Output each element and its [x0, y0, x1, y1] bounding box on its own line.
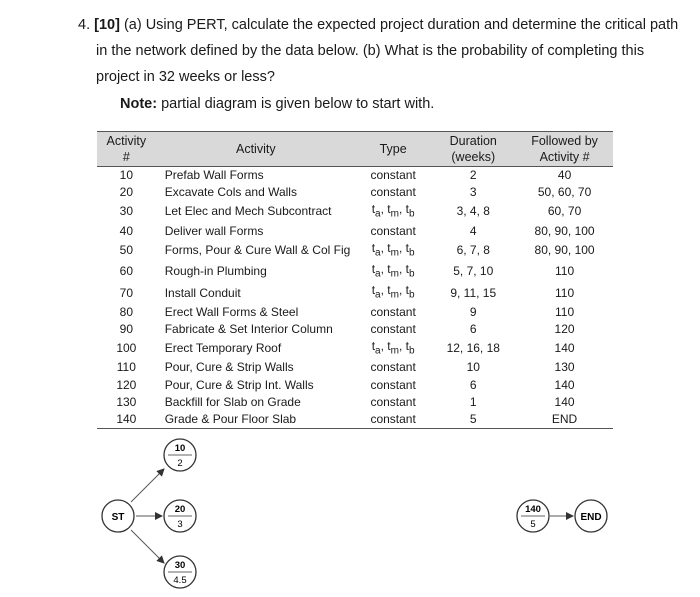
activity-name-cell: Erect Temporary Roof [164, 341, 282, 356]
activity-type-cell: $t_a$, $t_m$, $t_b$ [371, 339, 415, 357]
activity-name-cell: Pour, Cure & Strip Int. Walls [164, 377, 314, 392]
activity-name-cell: Backfill for Slab on Grade [164, 394, 301, 409]
activity-type-cell: constant [370, 185, 416, 200]
header-followed-by: Followed by Activity # [516, 132, 613, 167]
activity-type-cell: constant [370, 223, 416, 238]
activity-name-cell: Fabricate & Set Interior Column [164, 321, 333, 336]
activity-type-cell: $t_a$, $t_m$, $t_b$ [371, 283, 415, 301]
node-20 [164, 500, 196, 532]
activity-name-cell: Forms, Pour & Cure Wall & Col Fig [164, 242, 351, 257]
activity-id-cell: 120 [116, 377, 137, 392]
activity-type-cell: constant [370, 321, 416, 336]
question-points: [10] [94, 17, 120, 33]
activity-duration-cell: 6, 7, 8 [456, 242, 490, 257]
edge-st-10 [131, 469, 164, 502]
activity-type-cell: constant [356, 411, 430, 429]
header-activity: Activity [156, 132, 356, 167]
activity-type-cell: constant [370, 304, 416, 319]
node-10-duration: 2 [177, 458, 183, 469]
activity-followed-by-cell: END [516, 411, 613, 429]
activity-id-cell: 70 [119, 285, 134, 300]
activity-id-cell: 30 [119, 204, 134, 219]
activity-name-cell: Install Conduit [164, 285, 241, 300]
activity-followed-by-cell: 120 [554, 321, 575, 336]
question-line-2: in the network defined by the data below. (b) What is the probability of completing this [96, 43, 645, 59]
activity-followed-by-cell: 110 [555, 304, 575, 319]
header-activity-no: Activity # [97, 132, 156, 167]
activity-type-cell: constant [370, 394, 416, 409]
node-140-duration: 5 [530, 519, 536, 530]
activity-duration-cell: 6 [469, 377, 477, 392]
activity-id-cell: 50 [119, 242, 134, 257]
node-start [102, 500, 134, 532]
activity-duration-cell: 2 [469, 168, 477, 183]
edge-st-30 [131, 530, 164, 563]
activity-type-cell: $t_a$, $t_m$, $t_b$ [371, 202, 415, 220]
node-30 [164, 556, 196, 588]
activity-name-cell: Excavate Cols and Walls [164, 185, 297, 200]
activity-followed-by-cell: 140 [554, 341, 575, 356]
node-140 [517, 500, 549, 532]
activity-followed-by-cell: 140 [554, 377, 575, 392]
activity-duration-cell: 4 [469, 223, 477, 238]
activity-followed-by-cell: 110 [555, 264, 575, 279]
activity-duration-cell: 5, 7, 10 [453, 264, 494, 279]
activity-duration-cell: 6 [469, 321, 477, 336]
question-text-1: (a) Using PERT, calculate the expected project duration and determine the critical path [119, 17, 679, 33]
activity-name-cell: Prefab Wall Forms [164, 168, 264, 183]
note-label: Note: [120, 96, 158, 112]
activity-followed-by-cell: 50, 60, 70 [537, 185, 592, 200]
node-140-id: 140 [525, 504, 541, 515]
header-duration: Duration (weeks) [430, 132, 516, 167]
activity-name-cell: Let Elec and Mech Subcontract [164, 204, 332, 219]
activity-duration-cell: 3, 4, 8 [456, 204, 490, 219]
activity-type-cell: constant [370, 377, 416, 392]
node-30-id: 30 [174, 560, 186, 571]
question-number: 4. [78, 17, 91, 33]
node-20-id: 20 [174, 504, 186, 515]
activity-type-cell: $t_a$, $t_m$, $t_b$ [371, 240, 415, 259]
activity-id-cell: 10 [119, 168, 134, 183]
activity-id-cell: 40 [119, 223, 134, 238]
node-10 [164, 439, 196, 471]
node-end [575, 500, 607, 532]
activity-duration-cell: 12, 16, 18 [446, 341, 500, 356]
activity-duration-cell: 9 [469, 304, 477, 319]
node-end-label: END [580, 512, 602, 523]
note-text: partial diagram is given below to start with. [157, 96, 435, 112]
activity-id-cell: 140 [97, 411, 156, 429]
activity-name-cell: Deliver wall Forms [164, 223, 264, 238]
activity-duration-cell: 9, 11, 15 [450, 285, 497, 300]
activity-id-cell: 60 [119, 264, 134, 279]
activity-duration-cell: 5 [430, 411, 516, 429]
activity-followed-by-cell: 60, 70 [547, 204, 582, 219]
activity-followed-by-cell: 110 [555, 285, 575, 300]
question-line-3: project in 32 weeks or less? [96, 69, 275, 85]
activity-id-cell: 80 [119, 304, 134, 319]
activity-followed-by-cell: 80, 90, 100 [534, 242, 595, 257]
activity-followed-by-cell: 140 [554, 394, 575, 409]
activity-name-cell: Erect Wall Forms & Steel [164, 304, 299, 319]
activity-followed-by-cell: 80, 90, 100 [534, 223, 595, 238]
activity-name-cell: Rough-in Plumbing [164, 264, 267, 279]
node-start-label: ST [111, 512, 125, 523]
activity-name-cell: Pour, Cure & Strip Walls [164, 360, 294, 375]
activity-id-cell: 110 [116, 360, 136, 375]
activity-followed-by-cell: 130 [554, 360, 575, 375]
activity-name-cell: Grade & Pour Floor Slab [156, 411, 356, 429]
node-20-duration: 3 [177, 519, 183, 530]
activity-type-cell: constant [370, 360, 416, 375]
header-type: Type [356, 132, 430, 167]
activity-followed-by-cell: 40 [557, 168, 572, 183]
activity-duration-cell: 3 [469, 185, 477, 200]
activity-type-cell: constant [370, 168, 416, 183]
activity-duration-cell: 10 [466, 360, 480, 375]
node-10-id: 10 [174, 443, 186, 454]
activity-id-cell: 90 [119, 321, 134, 336]
activity-type-cell: $t_a$, $t_m$, $t_b$ [371, 262, 415, 280]
activity-duration-cell: 1 [469, 394, 477, 409]
activity-id-cell: 130 [116, 394, 137, 409]
activity-id-cell: 100 [116, 341, 137, 356]
node-30-duration: 4.5 [173, 575, 187, 586]
activity-id-cell: 20 [119, 185, 134, 200]
